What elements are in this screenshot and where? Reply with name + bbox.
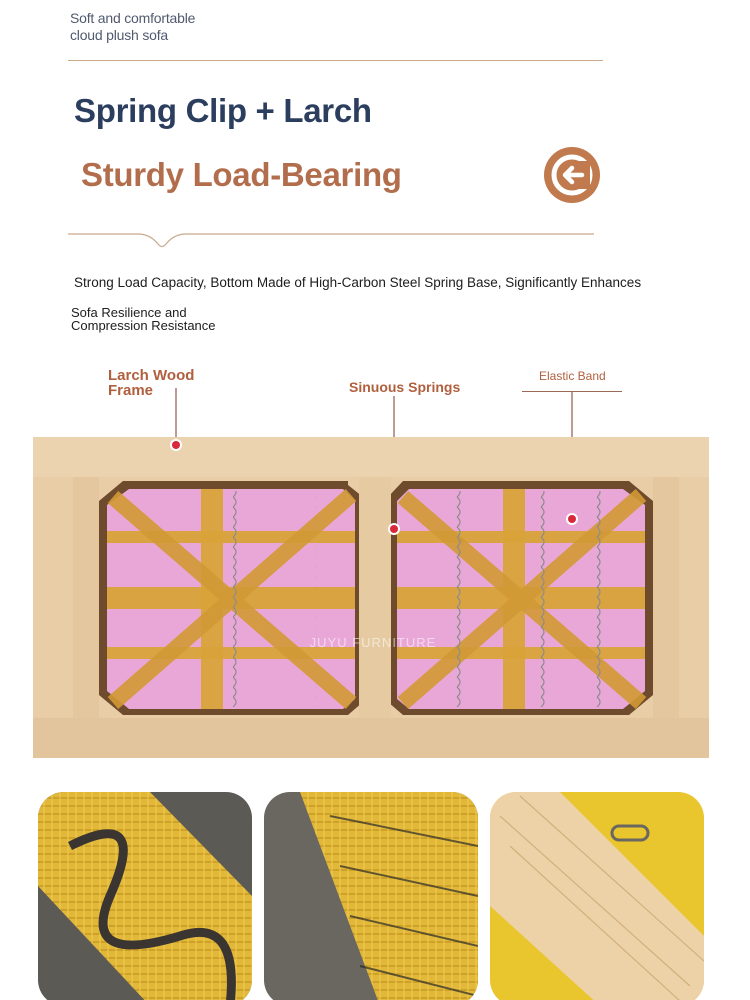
description-line2a: Sofa Resilience and xyxy=(71,305,187,320)
description-line2b: Compression Resistance xyxy=(71,318,216,333)
tagline-line1: Soft and comfortable xyxy=(70,10,196,26)
detail-photo-wood xyxy=(490,792,704,1000)
detail-photo-webbing xyxy=(264,792,478,1000)
detail-photo-spring xyxy=(38,792,252,1000)
callout-larch-line2: Frame xyxy=(108,382,154,399)
callout-sinuous-springs: Sinuous Springs xyxy=(349,379,461,395)
headline-primary: Spring Clip + Larch xyxy=(74,92,372,129)
description-line1: Strong Load Capacity, Bottom Made of High-Carbon Steel Spring Base, Significantly Enhances xyxy=(74,275,642,290)
watermark-text: JUYU FURNITURE xyxy=(309,635,437,650)
headline-secondary: Sturdy Load-Bearing xyxy=(81,156,402,193)
tagline-line2: cloud plush sofa xyxy=(70,27,168,43)
detail-photos xyxy=(0,786,750,1000)
callout-larch-line1: Larch Wood xyxy=(108,367,195,384)
callout-elastic-band: Elastic Band xyxy=(539,369,606,383)
sofa-base-frame-image xyxy=(33,437,709,758)
